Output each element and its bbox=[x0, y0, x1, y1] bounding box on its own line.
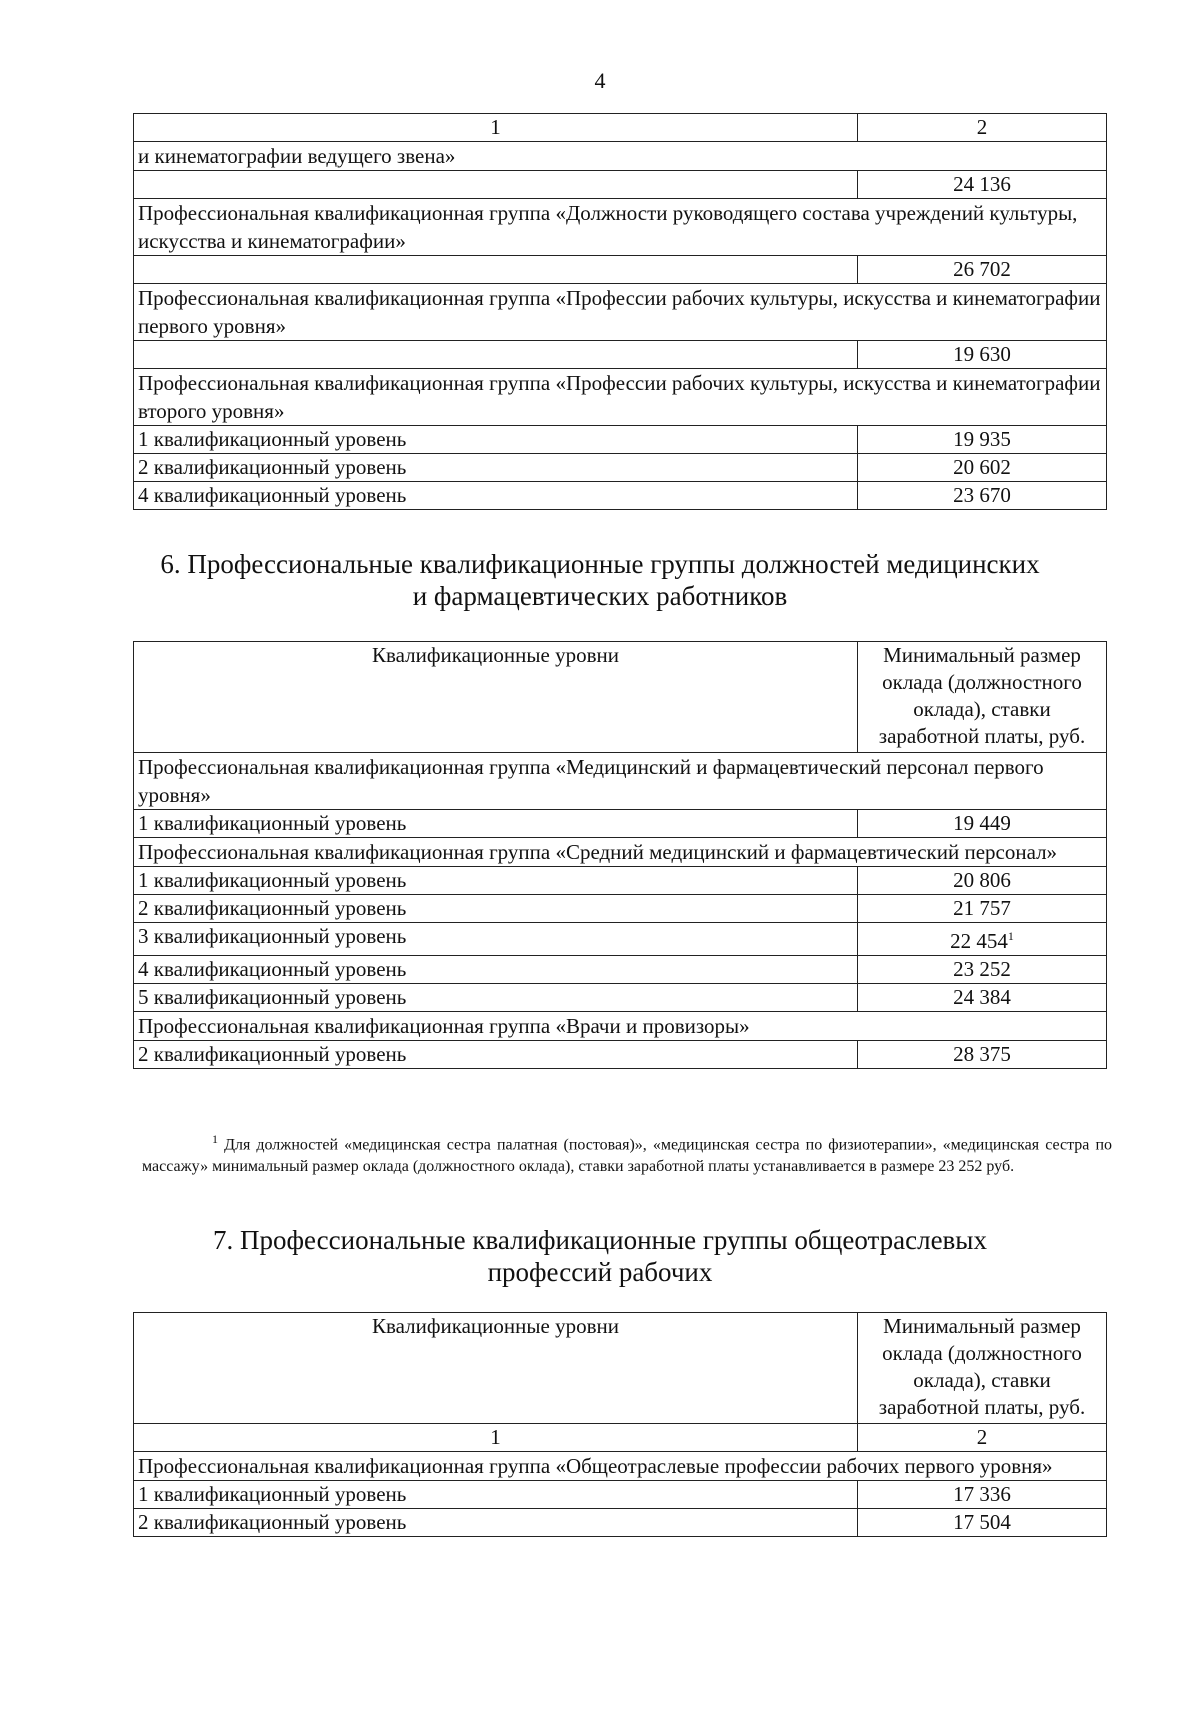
salary-value bbox=[858, 984, 1107, 1012]
value-text: 19 935 bbox=[953, 427, 1011, 451]
level-label: 2 квалификационный уровень bbox=[134, 895, 858, 923]
level-label: 2 квалификационный уровень bbox=[134, 1509, 858, 1537]
title-line: профессий рабочих bbox=[487, 1257, 713, 1287]
salary-value bbox=[858, 454, 1107, 482]
group-row bbox=[134, 142, 1107, 171]
level-label: 1 квалификационный уровень bbox=[134, 426, 858, 454]
table-row bbox=[134, 956, 1107, 984]
title-line: и фармацевтических работников bbox=[412, 581, 788, 611]
table-row bbox=[134, 923, 1107, 956]
level-label: 2 квалификационный уровень bbox=[134, 454, 858, 482]
group-row bbox=[134, 1452, 1107, 1481]
value-text: 26 702 bbox=[953, 257, 1011, 281]
salary-value bbox=[858, 1509, 1107, 1537]
group-row bbox=[134, 838, 1107, 867]
table-workers bbox=[133, 1312, 1107, 1537]
table-row bbox=[134, 1481, 1107, 1509]
value-text: 21 757 bbox=[953, 896, 1011, 920]
table-culture-continued bbox=[133, 113, 1107, 510]
salary-value bbox=[858, 867, 1107, 895]
title-line: 7. Профессиональные квалификационные группы общеотраслевых bbox=[213, 1225, 987, 1255]
value-text: 20 602 bbox=[953, 455, 1011, 479]
table-medical bbox=[133, 641, 1107, 1069]
column-number: 1 bbox=[134, 114, 858, 142]
value-text: 17 336 bbox=[953, 1482, 1011, 1506]
footnote bbox=[142, 1128, 1112, 1178]
salary-value bbox=[858, 426, 1107, 454]
level-label: 3 квалификационный уровень bbox=[134, 923, 858, 956]
salary-value bbox=[858, 482, 1107, 510]
page-number: 4 bbox=[594, 68, 606, 93]
salary-value bbox=[858, 171, 1107, 199]
table-row bbox=[134, 1041, 1107, 1069]
level-label: 2 квалификационный уровень bbox=[134, 1041, 858, 1069]
group-row bbox=[134, 1012, 1107, 1041]
value-text: 19 630 bbox=[953, 342, 1011, 366]
group-title: Профессиональная квалификационная группа «Общеотраслевые профессии рабочих первого уровня» bbox=[134, 1452, 1107, 1481]
section-7-title bbox=[0, 1224, 1200, 1288]
group-title: Профессиональная квалификационная группа «Медицинский и фармацевтический персонал первого уровня» bbox=[134, 753, 1107, 810]
column-number: 2 bbox=[858, 114, 1107, 142]
table-row bbox=[134, 454, 1107, 482]
table-row bbox=[134, 984, 1107, 1012]
value-text: 23 252 bbox=[953, 957, 1011, 981]
salary-value bbox=[858, 1041, 1107, 1069]
value-text: 24 384 bbox=[953, 985, 1011, 1009]
column-number: 2 bbox=[858, 1424, 1107, 1452]
column-number: 1 bbox=[134, 1424, 858, 1452]
group-title: Профессиональная квалификационная группа «Средний медицинский и фармацевтический персонал» bbox=[134, 838, 1107, 867]
footnote-ref: 1 bbox=[1007, 929, 1014, 943]
value-text: 28 375 bbox=[953, 1042, 1011, 1066]
level-label bbox=[134, 256, 858, 284]
level-label bbox=[134, 171, 858, 199]
group-title: и кинематографии ведущего звена» bbox=[134, 142, 1107, 171]
footnote-text: Для должностей «медицинская сестра палатная (постовая)», «медицинская сестра по физиотерапии», «медицинская сестра по массажу» минимальный размер оклада (должностного оклада), ставки заработной платы устанавливается в размере 23 252 руб. bbox=[142, 1136, 1113, 1176]
group-row bbox=[134, 284, 1107, 341]
column-header-salary: Минимальный размер оклада (должностного оклада), ставки заработной платы, руб. bbox=[858, 1313, 1107, 1424]
salary-value bbox=[858, 1481, 1107, 1509]
group-row bbox=[134, 199, 1107, 256]
value-text: 17 504 bbox=[953, 1510, 1011, 1534]
salary-value bbox=[858, 956, 1107, 984]
group-title: Профессиональная квалификационная группа «Профессии рабочих культуры, искусства и кинематографии первого уровня» bbox=[134, 284, 1107, 341]
table-row bbox=[134, 867, 1107, 895]
table-row bbox=[134, 426, 1107, 454]
salary-value bbox=[858, 256, 1107, 284]
salary-value bbox=[858, 923, 1107, 956]
level-label: 1 квалификационный уровень bbox=[134, 810, 858, 838]
table-row bbox=[134, 341, 1107, 369]
table-row bbox=[134, 256, 1107, 284]
table-row bbox=[134, 895, 1107, 923]
group-row bbox=[134, 369, 1107, 426]
value-text: 19 449 bbox=[953, 811, 1011, 835]
column-header-salary: Минимальный размер оклада (должностного оклада), ставки заработной платы, руб. bbox=[858, 642, 1107, 753]
table-row bbox=[134, 171, 1107, 199]
salary-value bbox=[858, 810, 1107, 838]
column-header-levels: Квалификационные уровни bbox=[134, 642, 858, 753]
table-row bbox=[134, 810, 1107, 838]
title-line: 6. Профессиональные квалификационные группы должностей медицинских bbox=[160, 549, 1040, 579]
value-text: 22 454 bbox=[950, 929, 1008, 953]
section-6-title bbox=[0, 548, 1200, 612]
salary-value bbox=[858, 341, 1107, 369]
group-title: Профессиональная квалификационная группа «Врачи и провизоры» bbox=[134, 1012, 1107, 1041]
column-header-levels: Квалификационные уровни bbox=[134, 1313, 858, 1424]
level-label: 5 квалификационный уровень bbox=[134, 984, 858, 1012]
level-label: 4 квалификационный уровень bbox=[134, 956, 858, 984]
level-label: 1 квалификационный уровень bbox=[134, 1481, 858, 1509]
group-title: Профессиональная квалификационная группа «Профессии рабочих культуры, искусства и кинематографии второго уровня» bbox=[134, 369, 1107, 426]
footnote-mark: 1 bbox=[212, 1132, 218, 1146]
level-label: 1 квалификационный уровень bbox=[134, 867, 858, 895]
salary-value bbox=[858, 895, 1107, 923]
group-row bbox=[134, 753, 1107, 810]
level-label: 4 квалификационный уровень bbox=[134, 482, 858, 510]
value-text: 24 136 bbox=[953, 172, 1011, 196]
table-row bbox=[134, 1509, 1107, 1537]
group-title: Профессиональная квалификационная группа «Должности руководящего состава учреждений культуры, искусства и кинематографии» bbox=[134, 199, 1107, 256]
value-text: 20 806 bbox=[953, 868, 1011, 892]
value-text: 23 670 bbox=[953, 483, 1011, 507]
table-row bbox=[134, 482, 1107, 510]
level-label bbox=[134, 341, 858, 369]
